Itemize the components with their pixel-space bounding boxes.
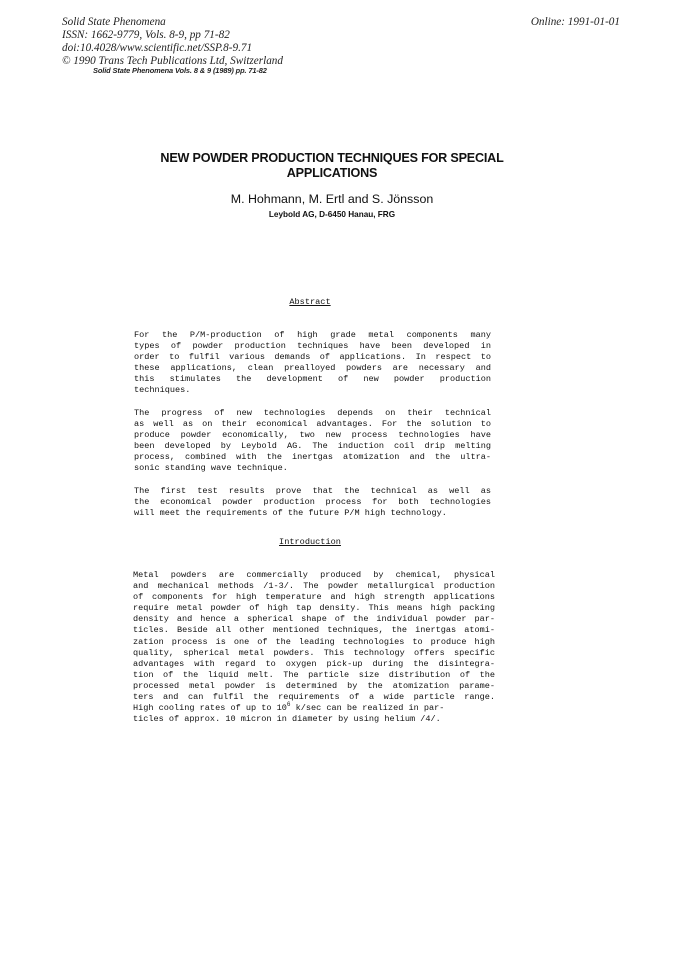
text-fragment: k/sec can be realized in par- [290, 703, 445, 714]
text-line: process, combined with the inertgas atomization and the ultra- [134, 452, 491, 463]
text-line-with-exponent [133, 703, 495, 714]
text-line: sonic standing wave technique. [134, 463, 288, 474]
exponent: 6 [286, 701, 291, 709]
text-line: ters and can fulfil the requirements of a wide particle range. [133, 692, 495, 703]
text-line: zation process is one of the leading technologies to produce high [133, 636, 495, 647]
text-line: will meet the requirements of the future P/M high technology. [134, 508, 447, 519]
paper-title [110, 151, 554, 181]
text-line: Metal powders are commercially produced by chemical, physical [133, 570, 495, 580]
abstract-paragraph-3 [134, 486, 491, 519]
text-line: the economical powder production process for both technologies [134, 497, 491, 508]
affiliation: Leybold AG, D-6450 Hanau, FRG [268, 210, 396, 219]
text-line: these applications, clean prealloyed powders are necessary and [134, 363, 491, 374]
text-line: been developed by Leybold AG. The induction coil drip melting [134, 441, 491, 452]
abstract-paragraph-2 [134, 408, 491, 475]
text-line: types of powder production techniques have been developed in [134, 341, 491, 352]
online-date: Online: 1991-01-01 [530, 16, 620, 28]
issn-line: ISSN: 1662-9779, Vols. 8-9, pp 71-82 [62, 29, 230, 41]
text-line: advantages with regard to oxygen pick-up during the disintegra- [133, 658, 495, 669]
text-line: and mechanical methods /1-3/. The powder metallurgical production [133, 581, 495, 592]
abstract-paragraph-1 [134, 330, 491, 397]
text-line: produce powder economically, two new process technologies have [134, 430, 491, 441]
introduction-heading [98, 537, 522, 547]
title-line-2: APPLICATIONS [286, 166, 378, 180]
introduction-heading-text: Introduction [279, 537, 341, 547]
text-line: require metal powder of high tap density. This means high packing [133, 603, 495, 614]
text-line: this stimulates the development of new powder production [134, 374, 491, 385]
abstract-heading-text: Abstract [289, 297, 331, 307]
text-fragment: High cooling rates of up to 10 [133, 703, 287, 714]
text-line: For the P/M-production of high grade metal components many [134, 330, 491, 340]
text-line: density and hence a spherical shape of the individual powder par- [133, 614, 495, 625]
text-line: as well as on their economical advantages. For the solution to [134, 419, 491, 430]
text-line: of components for high temperature and high strength applications [133, 592, 495, 603]
text-line: quality, spherical metal powders. This technology offers specific [133, 647, 495, 658]
text-line: tion of the liquid melt. The particle size distribution of the [133, 669, 495, 680]
text-line: The first test results prove that the technical as well as [134, 486, 491, 496]
abstract-heading [98, 297, 522, 307]
text-line: order to fulfil various demands of applications. In respect to [134, 352, 491, 363]
copyright-line: © 1990 Trans Tech Publications Ltd, Switzerland [62, 55, 283, 67]
title-line-1: NEW POWDER PRODUCTION TECHNIQUES FOR SPECIAL [160, 151, 504, 165]
authors: M. Hohmann, M. Ertl and S. Jönsson [230, 192, 434, 206]
journal-name: Solid State Phenomena [62, 16, 166, 28]
introduction-paragraph [133, 570, 495, 725]
text-line: ticles. Beside all other mentioned techniques, the inertgas atomi- [133, 625, 495, 636]
text-line: The progress of new technologies depends on their technical [134, 408, 491, 418]
publisher-info [62, 16, 283, 68]
text-line: techniques. [134, 385, 191, 396]
journal-citation-line: Solid State Phenomena Vols. 8 & 9 (1989) pp. 71-82 [93, 66, 267, 75]
doi-line: doi:10.4028/www.scientific.net/SSP.8-9.71 [62, 42, 253, 54]
text-line: processed metal powder is determined by the atomization parame- [133, 680, 495, 691]
text-line: ticles of approx. 10 micron in diameter by using helium /4/. [133, 714, 441, 725]
